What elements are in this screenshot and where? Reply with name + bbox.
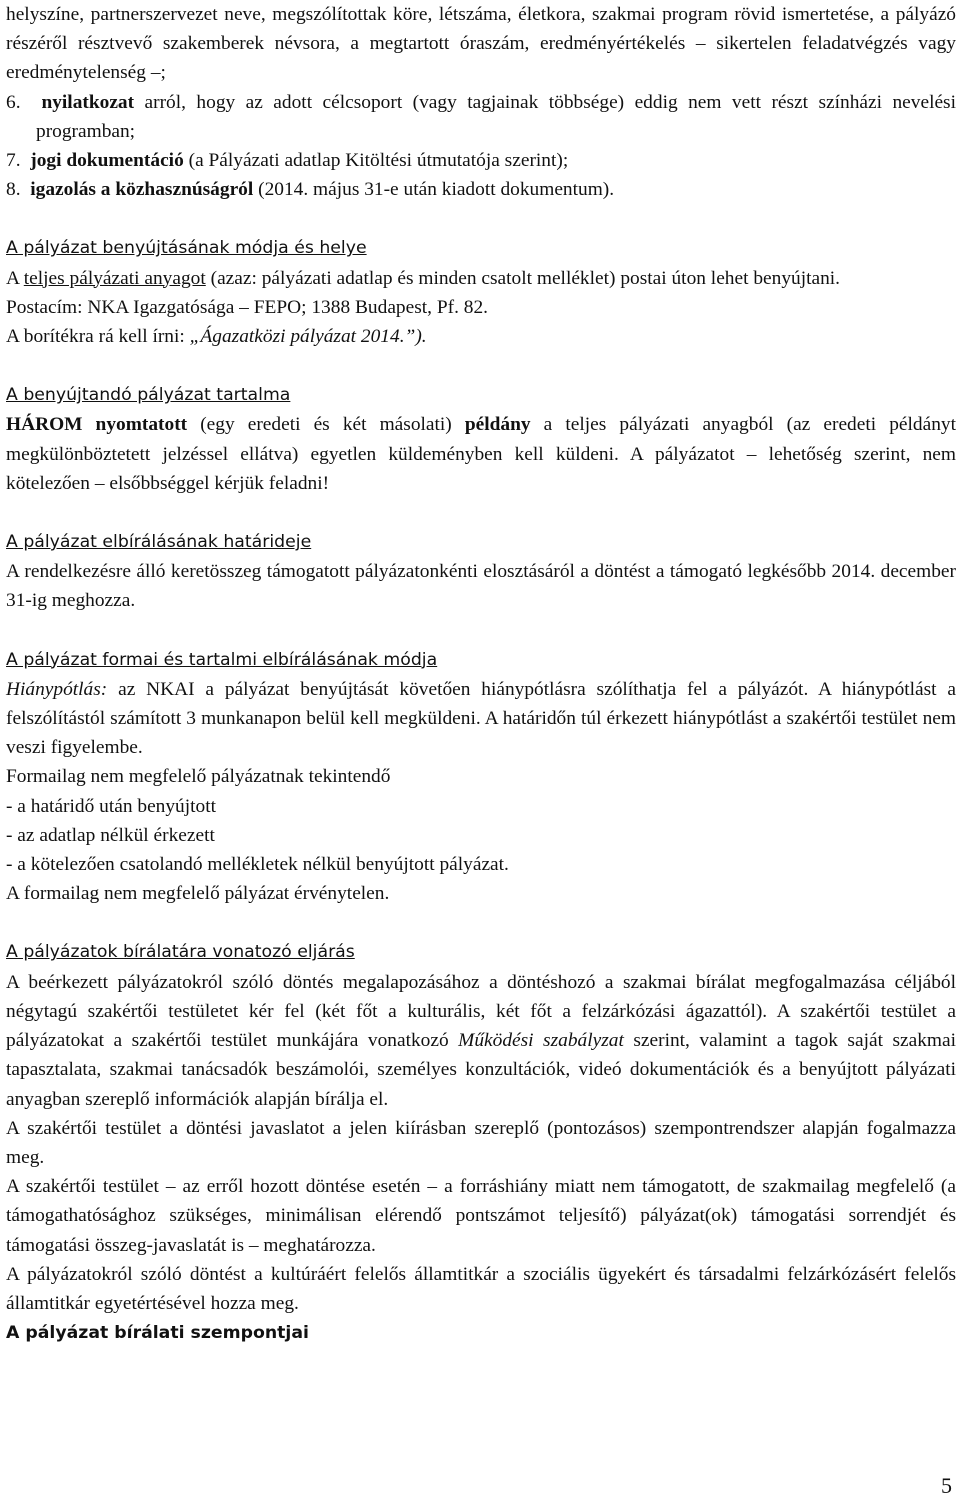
section-heading-submission: A pályázat benyújtásának módja és helye	[6, 238, 367, 259]
list-bold-term: nyilatkozat	[41, 91, 135, 113]
list-number: 8.	[6, 179, 21, 201]
deadline-paragraph: A rendelkezésre álló keretösszeg támogatott pályázatonkénti elosztásáról a döntést a támogató legkésőbb 2014. december 31-ig meghozza.	[6, 561, 956, 612]
spacer	[6, 204, 956, 233]
formal-line: Formailag nem megfelelő pályázatnak tekintendő	[6, 766, 391, 788]
list-text: (2014. május 31-e után kiadott dokumentum).	[253, 179, 615, 201]
list-bold-term: jogi dokumentáció	[30, 150, 184, 172]
content-paragraph: HÁROM nyomtatott (egy eredeti és két másolati) példány a teljes pályázati anyagból (az eredeti példányt megkülönböztetett jelzéssel ellátva) egyetlen küldeményben kell küldeni. A pályázatot – lehetőség szerint, nem kötelezően – elsőbbséggel kérjük feladni!	[6, 414, 956, 494]
list-text: (a Pályázati adatlap Kitöltési útmutatója szerint);	[183, 150, 569, 172]
procedure-paragraph-1: A beérkezett pályázatokról szóló döntés megalapozásához a döntéshozó a szakmai bírálat megfogalmazása céljából négytagú szakértői testületet kér fel (két főt a kulturális, két főt a felzárkózási ágazattól). A szakértői testület a pályázatokat a szakértői testület munkájára vonatkozó Működési szabályzat szerint, valamint a tagok saját szakmai tapasztalata, szakmai tanácsadók beszámolói, személyes konzultációk, videó dokumentációk és a benyújtott pályázati anyagban szereplő információk alapján bírálja el.	[6, 971, 956, 1110]
submission-paragraph: A teljes pályázati anyagot (azaz: pályázati adatlap és minden csatolt melléklet) postai úton lehet benyújtani.	[6, 267, 841, 289]
page-number: 5	[941, 1473, 952, 1498]
procedure-paragraph-2: A szakértői testület a döntési javaslatot a jelen kiírásban szereplő (pontozásos) szempontrendszer alapján fogalmazza meg.	[6, 1117, 956, 1168]
formal-paragraph: Hiánypótlás: az NKAI a pályázat benyújtását követően hiánypótlásra szólíthatja fel a pályázót. A hiánypótlást a felszólítástól számított 3 munkanapon belül kell megküldeni. A határidőn túl érkezett hiánypótlást a szakértői testület nem veszi figyelembe.	[6, 678, 956, 759]
section-heading-procedure: A pályázatok bírálatára vonatozó eljárás	[6, 942, 355, 963]
list-bold-term: igazolás a közhasznúságról	[30, 179, 254, 201]
list-number: 7.	[6, 150, 21, 172]
procedure-paragraph-3: A szakértői testület – az erről hozott döntése esetén – a forráshiány miatt nem támogatott, de szakmailag megfelelő (a támogathatósághoz szükséges, minimálisan elérendő pontszámot teljesítő) pályázat(ok) támogatási sorrendjét és támogatási összeg-javaslatát is – meghatározza.	[6, 1176, 956, 1256]
italic-lead: Hiánypótlás:	[6, 678, 108, 700]
document-page	[6, 0, 956, 1348]
intro-paragraph: helyszíne, partnerszervezet neve, megszólítottak köre, létszáma, életkora, szakmai program rövid ismertetése, a pályázó részéről résztvevő szakemberek névsora, a megtartott óraszám, eredményértékelés – sikertelen feladatvégzés vagy eredménytelenség –;	[6, 4, 956, 84]
spacer	[6, 498, 956, 527]
list-text: arról, hogy az adott célcsoport (vagy tagjainak többsége) eddig nem vett részt színházi nevelési programban;	[36, 91, 956, 142]
section-heading-deadline: A pályázat elbírálásának határideje	[6, 532, 312, 553]
formal-line: - a kötelezően csatolandó mellékletek nélkül benyújtott pályázat.	[6, 854, 509, 876]
list-item-6	[6, 88, 956, 146]
spacer	[6, 351, 956, 380]
list-item-7	[6, 146, 956, 175]
envelope-label: „Ágazatközi pályázat 2014.”	[189, 326, 416, 348]
postal-address: Postacím: NKA Igazgatósága – FEPO; 1388 Budapest, Pf. 82.	[6, 296, 489, 318]
section-heading-content: A benyújtandó pályázat tartalma	[6, 385, 291, 406]
list-item-8	[6, 175, 956, 204]
section-heading-formal: A pályázat formai és tartalmi elbírálásának módja	[6, 649, 438, 670]
envelope-instruction: A borítékra rá kell írni: „Ágazatközi pályázat 2014.”).	[6, 326, 427, 348]
procedure-paragraph-4: A pályázatokról szóló döntést a kultúráért felelős államtitkár a szociális ügyekért és társadalmi felzárkózásért felelős államtitkár egyetértésével hozza meg.	[6, 1263, 956, 1314]
formal-line: - az adatlap nélkül érkezett	[6, 824, 215, 846]
underlined-phrase: teljes pályázati anyagot	[23, 267, 206, 289]
list-number: 6.	[6, 91, 21, 113]
section-heading-criteria: A pályázat bírálati szempontjai	[6, 1323, 309, 1344]
spacer	[6, 616, 956, 645]
formal-line: - a határidő után benyújtott	[6, 795, 217, 817]
formal-line: A formailag nem megfelelő pályázat érvénytelen.	[6, 883, 390, 905]
italic-document-title: Működési szabályzat	[458, 1030, 624, 1052]
spacer	[6, 908, 956, 937]
